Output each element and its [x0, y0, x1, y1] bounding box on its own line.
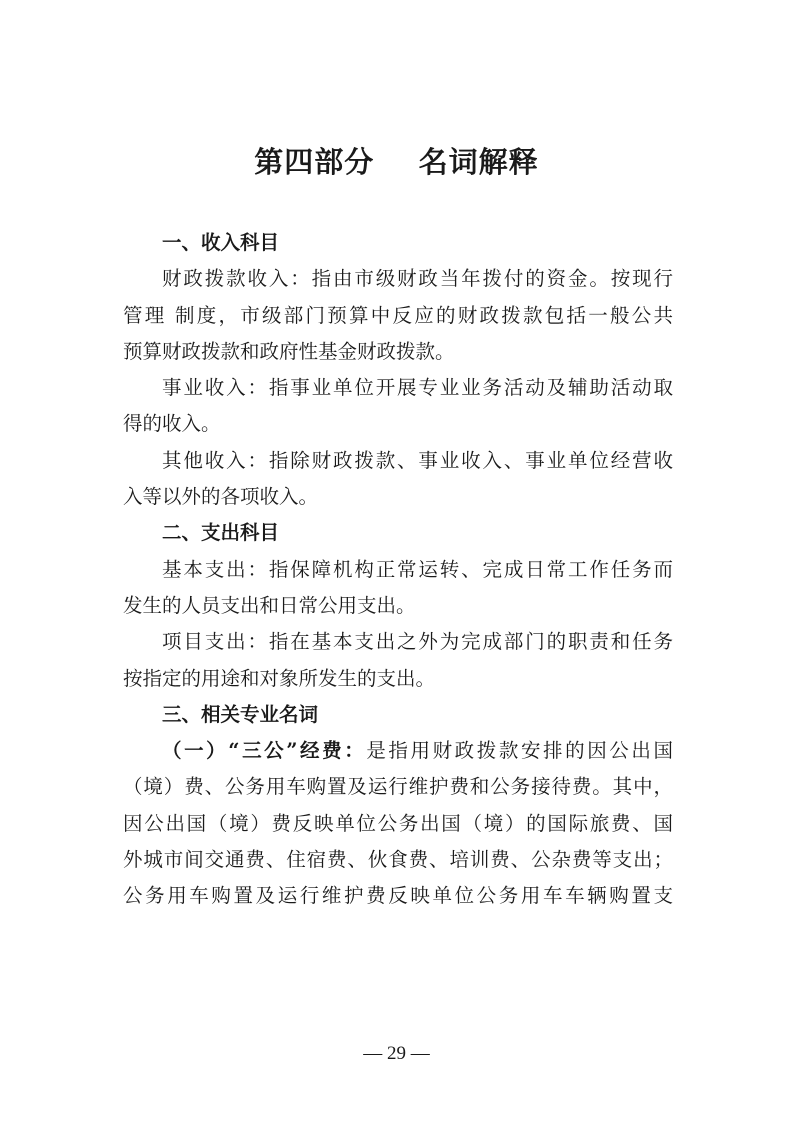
term-definition: 是指用财政拨款安排的因公出国 — [366, 739, 673, 763]
page-title: 第四部分 名词解释 — [254, 145, 539, 179]
paragraph-line: 其他收入：指除财政拨款、事业收入、事业单位经营收 — [162, 448, 673, 472]
paragraph-line — [123, 733, 673, 769]
paragraph-line: 管理 制度，市级部门预算中反应的财政拨款包括一般公共 — [123, 303, 673, 327]
paragraph-line: （境）费、公务用车购置及运行维护费和公务接待费。其中， — [123, 775, 673, 799]
paragraph-line: 得的收入。 — [123, 412, 221, 436]
paragraph-line: 财政拨款收入：指由市级财政当年拨付的资金。按现行 — [162, 267, 673, 291]
paragraph-line: 事业收入：指事业单位开展专业业务活动及辅助活动取 — [162, 376, 673, 400]
section-heading-terms: 三、相关专业名词 — [162, 702, 319, 726]
paragraph-line: 入等以外的各项收入。 — [123, 485, 319, 509]
section-heading-income: 一、收入科目 — [162, 231, 280, 254]
paragraph-line: 因公出国（境）费反映单位公务出国（境）的国际旅费、国 — [123, 811, 673, 835]
document-body — [123, 225, 673, 915]
paragraph-line: 按指定的用途和对象所发生的支出。 — [123, 666, 436, 690]
paragraph-line: 基本支出：指保障机构正常运转、完成日常工作任务而 — [162, 557, 673, 581]
term-label: （一）“三公”经费： — [162, 739, 367, 763]
section-heading-expenditure: 二、支出科目 — [162, 521, 280, 545]
paragraph-line: 发生的人员支出和日常公用支出。 — [123, 593, 416, 617]
page-number: — 29 — — [363, 1043, 430, 1064]
paragraph-line: 项目支出：指在基本支出之外为完成部门的职责和任务 — [162, 630, 673, 654]
paragraph-line: 公务用车购置及运行维护费反映单位公务用车车辆购置支 — [123, 884, 673, 908]
paragraph-line: 外城市间交通费、住宿费、伙食费、培训费、公杂费等支出； — [123, 848, 673, 872]
paragraph-line: 预算财政拨款和政府性基金财政拨款。 — [123, 339, 455, 363]
